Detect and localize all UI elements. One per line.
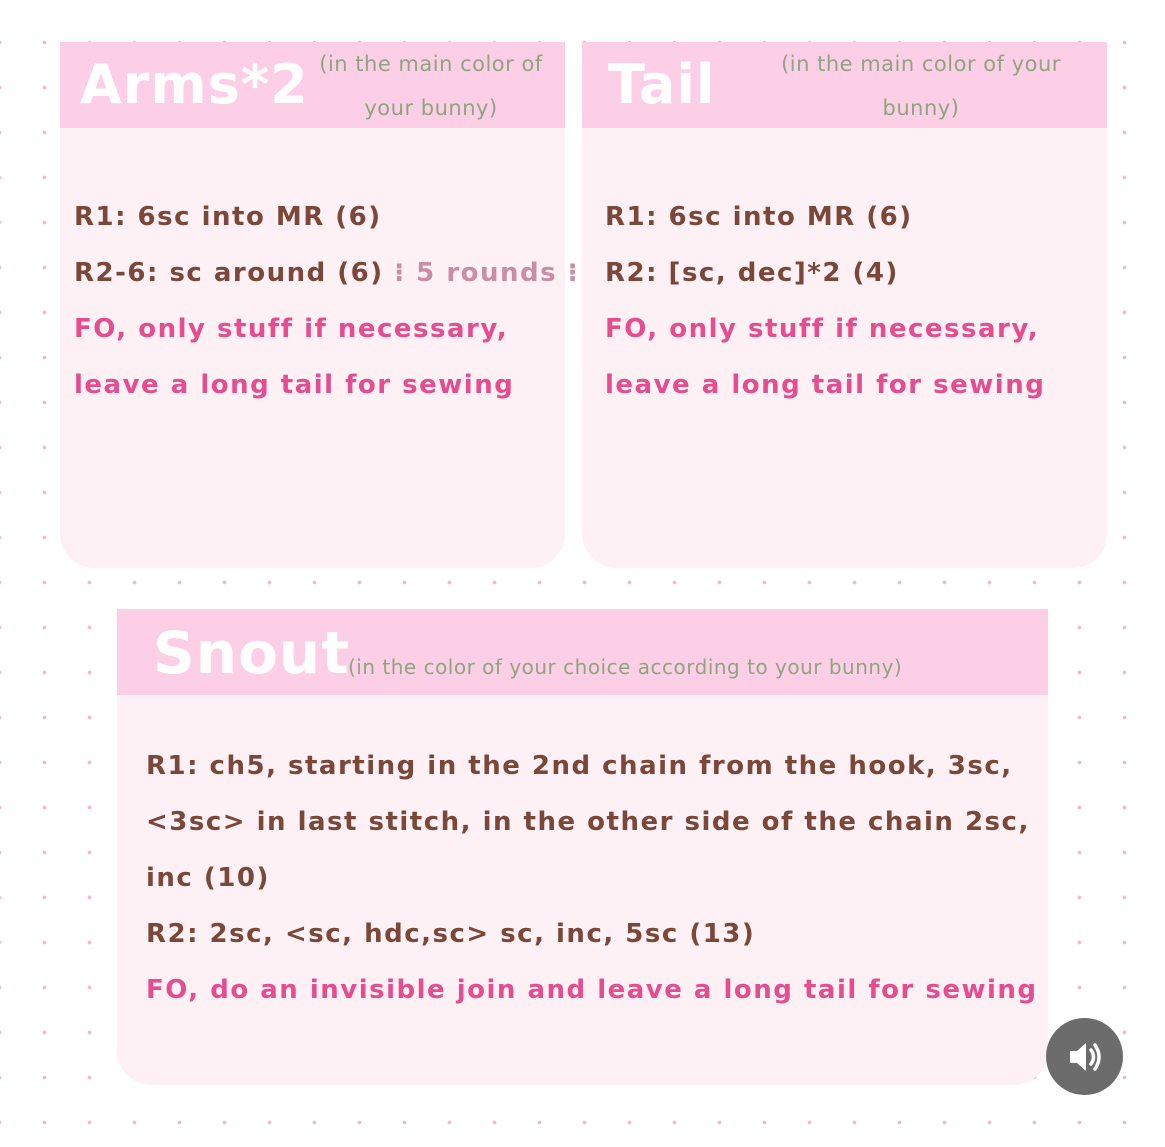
audio-toggle-button[interactable] — [1046, 1018, 1123, 1095]
arms-round-2-text: R2-6: sc around (6) — [74, 258, 384, 288]
snout-round-1-line-1: R1: ch5, starting in the 2nd chain from the hook, 3sc, — [146, 751, 1013, 781]
tail-finish-off: FO, only stuff if necessary, — [605, 314, 1040, 344]
arms-header — [60, 42, 565, 128]
snout-round-2: R2: 2sc, <sc, hdc,sc> sc, inc, 5sc (13) — [146, 919, 756, 949]
snout-round-1-line-2: <3sc> in last stitch, in the other side of the chain 2sc, — [146, 807, 1030, 837]
tail-subtitle: (in the main color of your bunny) — [781, 52, 1061, 120]
snout-card — [117, 609, 1048, 1085]
snout-finish-off: FO, do an invisible join and leave a long tail for sewing — [146, 975, 1038, 1005]
tail-round-1: R1: 6sc into MR (6) — [605, 202, 913, 232]
arms-round-2 — [74, 258, 579, 288]
tail-title: Tail — [608, 53, 716, 116]
snout-subtitle: (in the color of your choice according to your bunny) — [348, 655, 903, 679]
tail-tail-note: leave a long tail for sewing — [605, 370, 1046, 400]
snout-title: Snout — [153, 619, 350, 687]
arms-finish-off: FO, only stuff if necessary, — [74, 314, 509, 344]
arms-subtitle: (in the main color of your bunny) — [319, 52, 543, 120]
snout-header — [117, 609, 1048, 695]
colon-divider: ⁝ — [567, 258, 580, 288]
arms-round-1: R1: 6sc into MR (6) — [74, 202, 382, 232]
arms-round-2-note: 5 rounds — [416, 258, 558, 288]
speaker-icon — [1066, 1039, 1104, 1075]
tail-round-2: R2: [sc, dec]*2 (4) — [605, 258, 899, 288]
colon-divider: ⁝ — [394, 258, 406, 288]
snout-round-1-line-3: inc (10) — [146, 863, 270, 893]
tail-card — [582, 42, 1107, 568]
tail-header — [582, 42, 1107, 128]
arms-tail-note: leave a long tail for sewing — [74, 370, 515, 400]
arms-title: Arms*2 — [80, 53, 309, 116]
arms-card — [60, 42, 580, 568]
